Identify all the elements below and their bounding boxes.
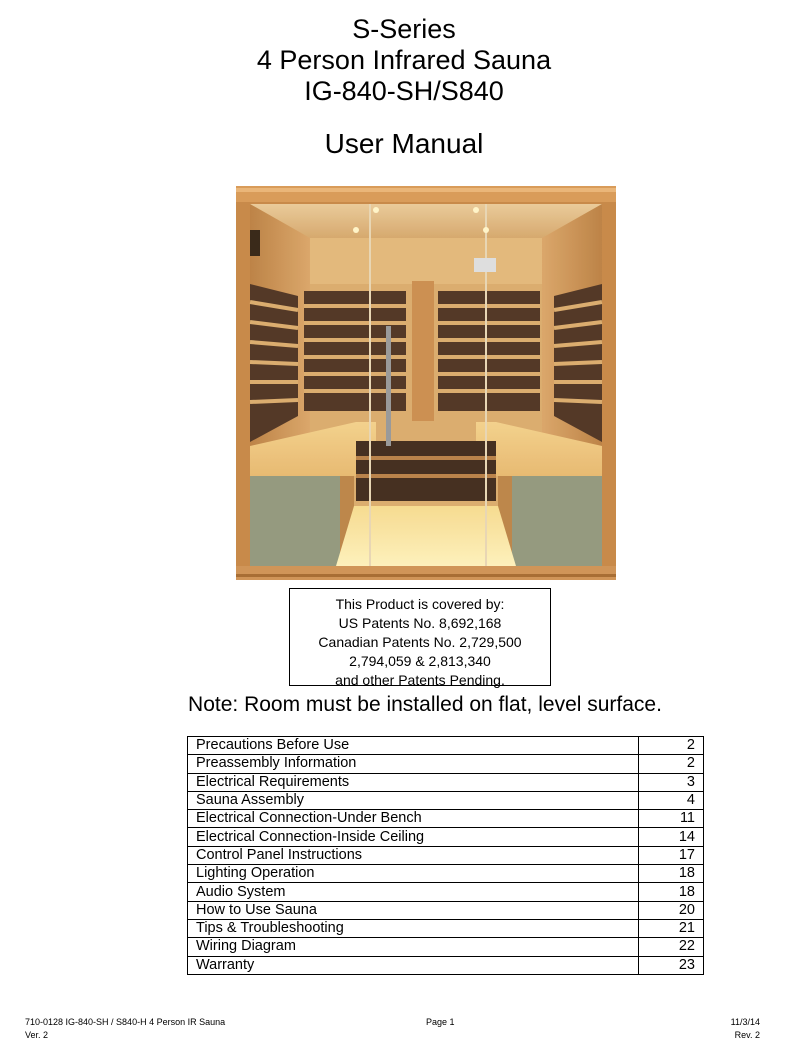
patent-notice [289, 588, 551, 686]
toc-topic: Electrical Connection-Inside Ceiling [188, 828, 639, 846]
title-block [0, 14, 808, 107]
footer-right [731, 1016, 760, 1042]
footer-doc-id: 710-0128 IG-840-SH / S840-H 4 Person IR Sauna [25, 1017, 226, 1027]
toc-page: 4 [639, 791, 704, 809]
table-row [188, 755, 704, 773]
table-row [188, 865, 704, 883]
toc-topic: Electrical Requirements [188, 773, 639, 791]
toc-page: 22 [639, 938, 704, 956]
table-row [188, 773, 704, 791]
toc-page: 20 [639, 901, 704, 919]
footer-page-number: Page 1 [426, 1017, 455, 1027]
toc-topic: Sauna Assembly [188, 791, 639, 809]
document-title: User Manual [324, 128, 484, 159]
toc-topic: Tips & Troubleshooting [188, 919, 639, 937]
patent-line: and other Patents Pending. [335, 672, 505, 688]
series-title: S-Series [352, 14, 456, 44]
toc-topic: Electrical Connection-Under Bench [188, 810, 639, 828]
toc-topic: Lighting Operation [188, 865, 639, 883]
table-row [188, 883, 704, 901]
footer-revision: Rev. 2 [734, 1030, 760, 1040]
toc-page: 14 [639, 828, 704, 846]
patent-line: This Product is covered by: [335, 596, 505, 612]
toc-page: 23 [639, 956, 704, 974]
table-row [188, 901, 704, 919]
toc-page: 11 [639, 810, 704, 828]
toc-page: 18 [639, 883, 704, 901]
table-of-contents [187, 736, 704, 975]
patent-line: Canadian Patents No. 2,729,500 [318, 634, 522, 650]
toc-page: 21 [639, 919, 704, 937]
toc-topic: How to Use Sauna [188, 901, 639, 919]
table-row [188, 846, 704, 864]
patent-line: 2,794,059 & 2,813,340 [349, 653, 491, 669]
toc-page: 3 [639, 773, 704, 791]
model-number: IG-840-SH/S840 [304, 76, 504, 106]
footer-left [25, 1016, 225, 1042]
footer-date: 11/3/14 [730, 1017, 760, 1027]
toc-topic: Control Panel Instructions [188, 846, 639, 864]
table-row [188, 810, 704, 828]
table-row [188, 919, 704, 937]
product-title: 4 Person Infrared Sauna [256, 45, 552, 75]
installation-note: Note: Room must be installed on flat, level surface. [188, 693, 662, 716]
table-row [188, 956, 704, 974]
toc-page: 2 [639, 737, 704, 755]
sauna-photo [236, 186, 616, 580]
table-row [188, 828, 704, 846]
toc-page: 2 [639, 755, 704, 773]
table-row [188, 938, 704, 956]
toc-page: 17 [639, 846, 704, 864]
toc-topic: Precautions Before Use [188, 737, 639, 755]
table-row [188, 737, 704, 755]
toc-topic: Audio System [188, 883, 639, 901]
table-row [188, 791, 704, 809]
footer-version: Ver. 2 [25, 1030, 49, 1040]
patent-line: US Patents No. 8,692,168 [338, 615, 502, 631]
toc-page: 18 [639, 865, 704, 883]
toc-topic: Wiring Diagram [188, 938, 639, 956]
toc-topic: Warranty [188, 956, 639, 974]
toc-topic: Preassembly Information [188, 755, 639, 773]
